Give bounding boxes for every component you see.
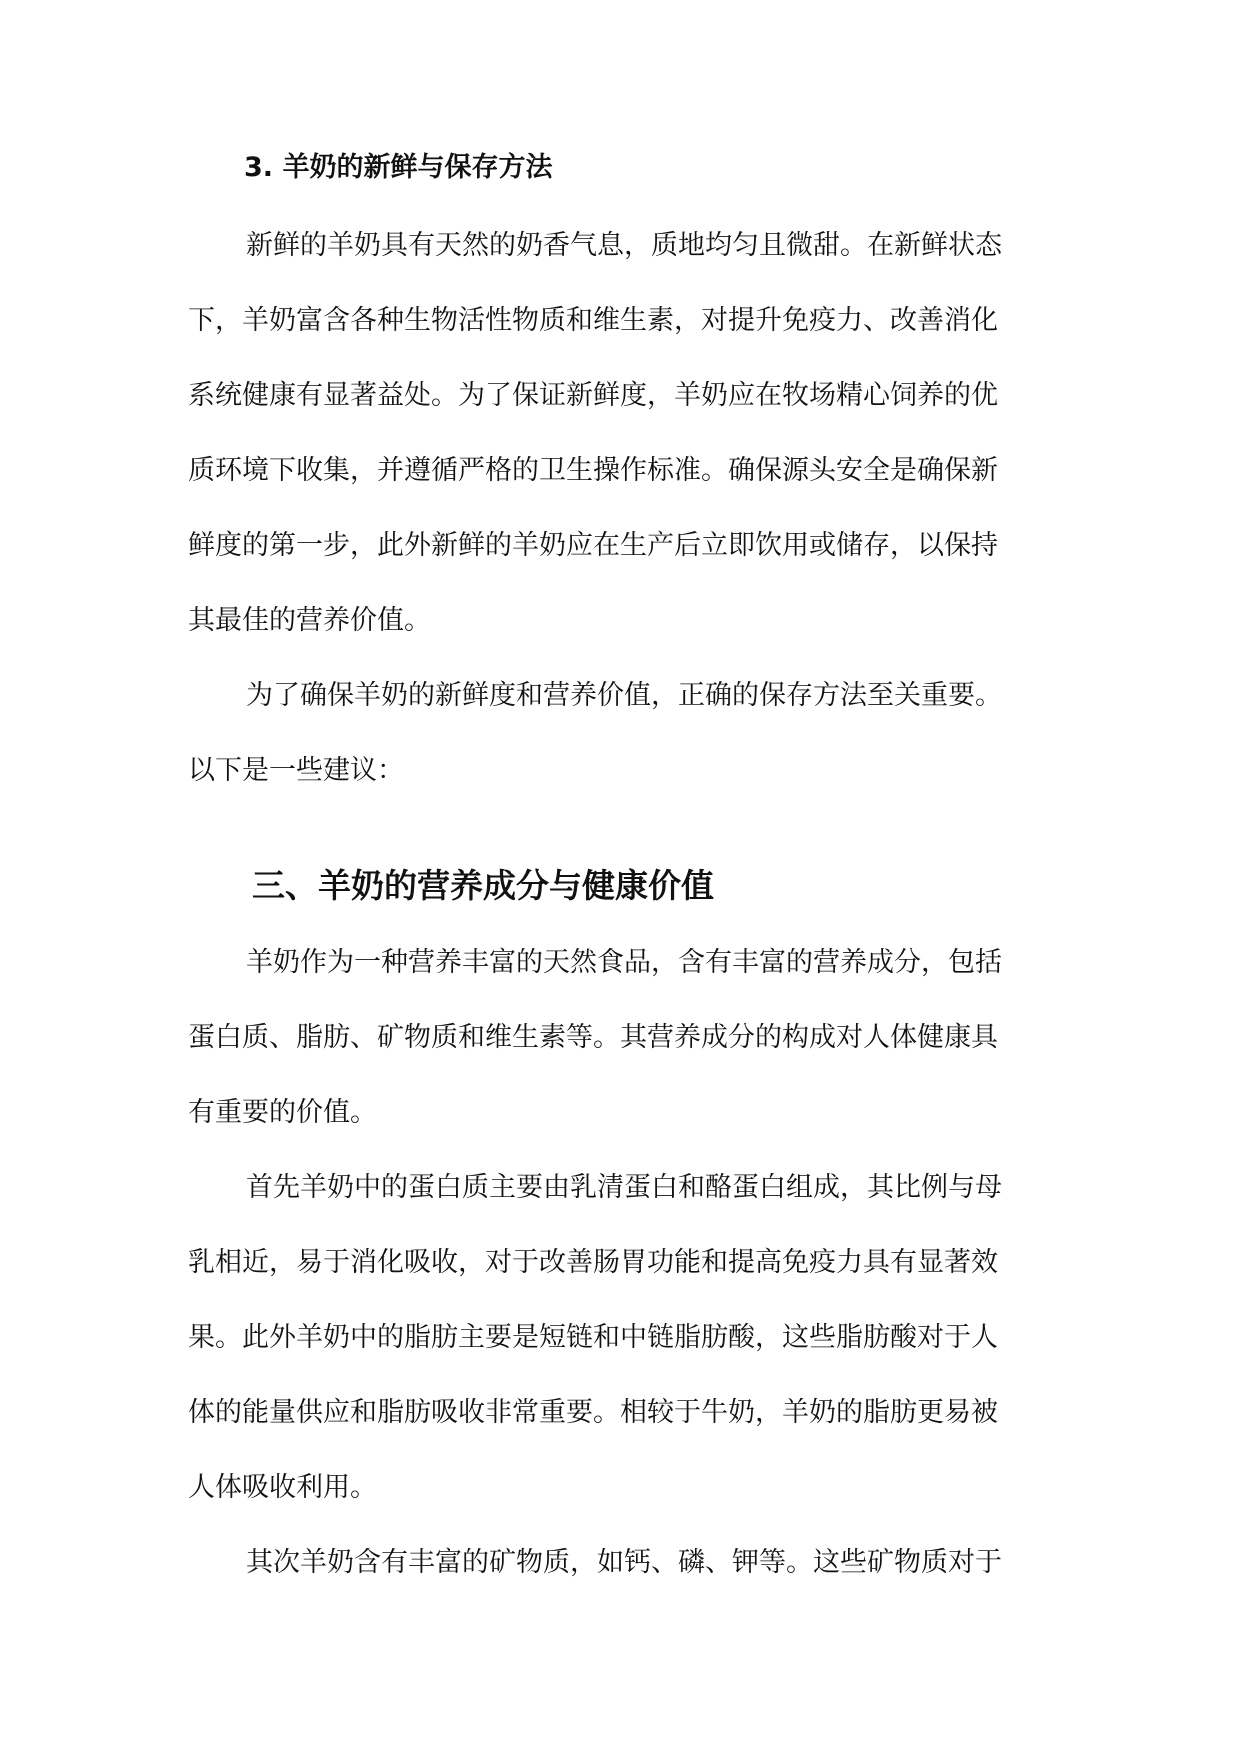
paragraph-line: 人体吸收利用。 [188, 1472, 377, 1503]
paragraph-line: 系统健康有显著益处。为了保证新鲜度，羊奶应在牧场精心饲养的优 [188, 380, 998, 411]
paragraph-line: 下，羊奶富含各种生物活性物质和维生素，对提升免疫力、改善消化 [188, 305, 998, 336]
paragraph-line: 羊奶作为一种营养丰富的天然食品，含有丰富的营养成分，包括 [246, 947, 1002, 978]
paragraph-line: 以下是一些建议： [188, 755, 404, 786]
paragraph-line: 质环境下收集，并遵循严格的卫生操作标准。确保源头安全是确保新 [188, 455, 998, 486]
paragraph-line: 新鲜的羊奶具有天然的奶香气息，质地均匀且微甜。在新鲜状态 [246, 230, 1002, 261]
paragraph-line: 体的能量供应和脂肪吸收非常重要。相较于牛奶，羊奶的脂肪更易被 [188, 1397, 998, 1428]
paragraph-line: 有重要的价值。 [188, 1097, 377, 1128]
paragraph-line: 首先羊奶中的蛋白质主要由乳清蛋白和酪蛋白组成，其比例与母 [246, 1172, 1002, 1203]
paragraph-line: 乳相近，易于消化吸收，对于改善肠胃功能和提高免疫力具有显著效 [188, 1247, 998, 1278]
paragraph-line: 蛋白质、脂肪、矿物质和维生素等。其营养成分的构成对人体健康具 [188, 1022, 998, 1053]
chapter-heading: 三、羊奶的营养成分与健康价值 [252, 866, 714, 905]
paragraph-line: 果。此外羊奶中的脂肪主要是短链和中链脂肪酸，这些脂肪酸对于人 [188, 1322, 998, 1353]
section-heading: 3. 羊奶的新鲜与保存方法 [244, 152, 553, 183]
paragraph-line: 其最佳的营养价值。 [188, 605, 431, 636]
paragraph-line: 鲜度的第一步，此外新鲜的羊奶应在生产后立即饮用或储存，以保持 [188, 530, 998, 561]
paragraph-line: 为了确保羊奶的新鲜度和营养价值，正确的保存方法至关重要。 [246, 680, 1002, 711]
paragraph-line: 其次羊奶含有丰富的矿物质，如钙、磷、钾等。这些矿物质对于 [246, 1547, 1002, 1578]
